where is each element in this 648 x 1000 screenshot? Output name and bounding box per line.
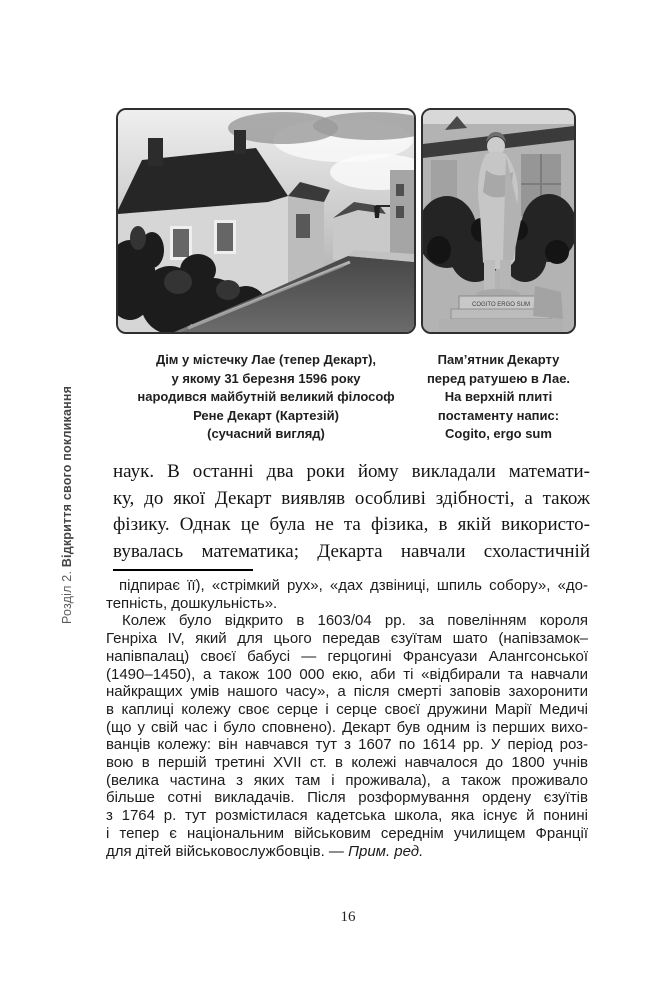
caption-statue-photo: Пам’ятник Декарту перед ратушею в Лае. На верхній плиті постаменту напис: Cogito, ergo sum bbox=[426, 352, 571, 442]
footnote-paragraph-2: Колеж було відкрито в 1603/04 рр. за повелінням короля Генріха IV, який для цього передав єзуїтам шато (напівзамок– напівпалац) своєї бабусі — герцогині Франсуази Алангсонської (1490–1450), а також 100 000 екю, аби ті «відбирали та навчали найкращих умів нашого часу», а після смерті заповів захоронити в каплиці колежу своє серце і серце своєї дружини Марії Медичі (що у свій час і було сповнено). Декарт був одним із перших вихо- ванців колежу: він навчався тут з 1607 по 1614 рр. У період роз- вою в першій третині XVII ст. в колежі навчалося до 1800 учнів (велика частина з яких там і проживала), а також проживало більше сотні викладачів. Після розформування ордену єзуїтів з 1764 р. тут розмістилася кадетська школа, яка існує й понині і тепер є національним військовим середнім училищем Франції bbox=[106, 612, 588, 842]
footnote-block bbox=[106, 577, 588, 860]
footnote-separator bbox=[113, 569, 253, 571]
body-text: наук. В останні два роки йому викладали математи- ку, до якої Декарт виявляв особливі здібності, а також фізику. Однак це була не та фізика, в якій використо- вувалась математика; Декарта навчали схоластичній bbox=[113, 461, 590, 562]
footnote-paragraph-1: підпирає її), «стрімкий рух», «дах дзвіниці, шпиль собору», «до- тепність, дошкульність». bbox=[106, 577, 588, 612]
chapter-margin-label bbox=[60, 386, 74, 624]
page-number: 16 bbox=[340, 909, 356, 925]
pedestal-inscription: COGITO ERGO SUM bbox=[472, 302, 530, 308]
chapter-title: Відкриття свого покликання bbox=[60, 385, 74, 568]
statue-photo-illustration bbox=[423, 110, 574, 332]
house-photo bbox=[116, 108, 416, 334]
footnote-last-regular: для дітей військовослужбовців. — bbox=[106, 842, 349, 860]
footnote-last-line bbox=[106, 843, 588, 861]
house-photo-illustration bbox=[118, 110, 414, 332]
caption-house-photo: Дім у містечку Лае (тепер Декарт), у якому 31 березня 1596 року народився майбутній великий філософ Рене Декарт (Картезій) (сучасний вигляд) bbox=[137, 352, 395, 442]
chapter-number: Розділ 2. bbox=[60, 567, 74, 624]
editor-note: Прим. ред. bbox=[348, 842, 424, 860]
statue-photo bbox=[421, 108, 576, 334]
